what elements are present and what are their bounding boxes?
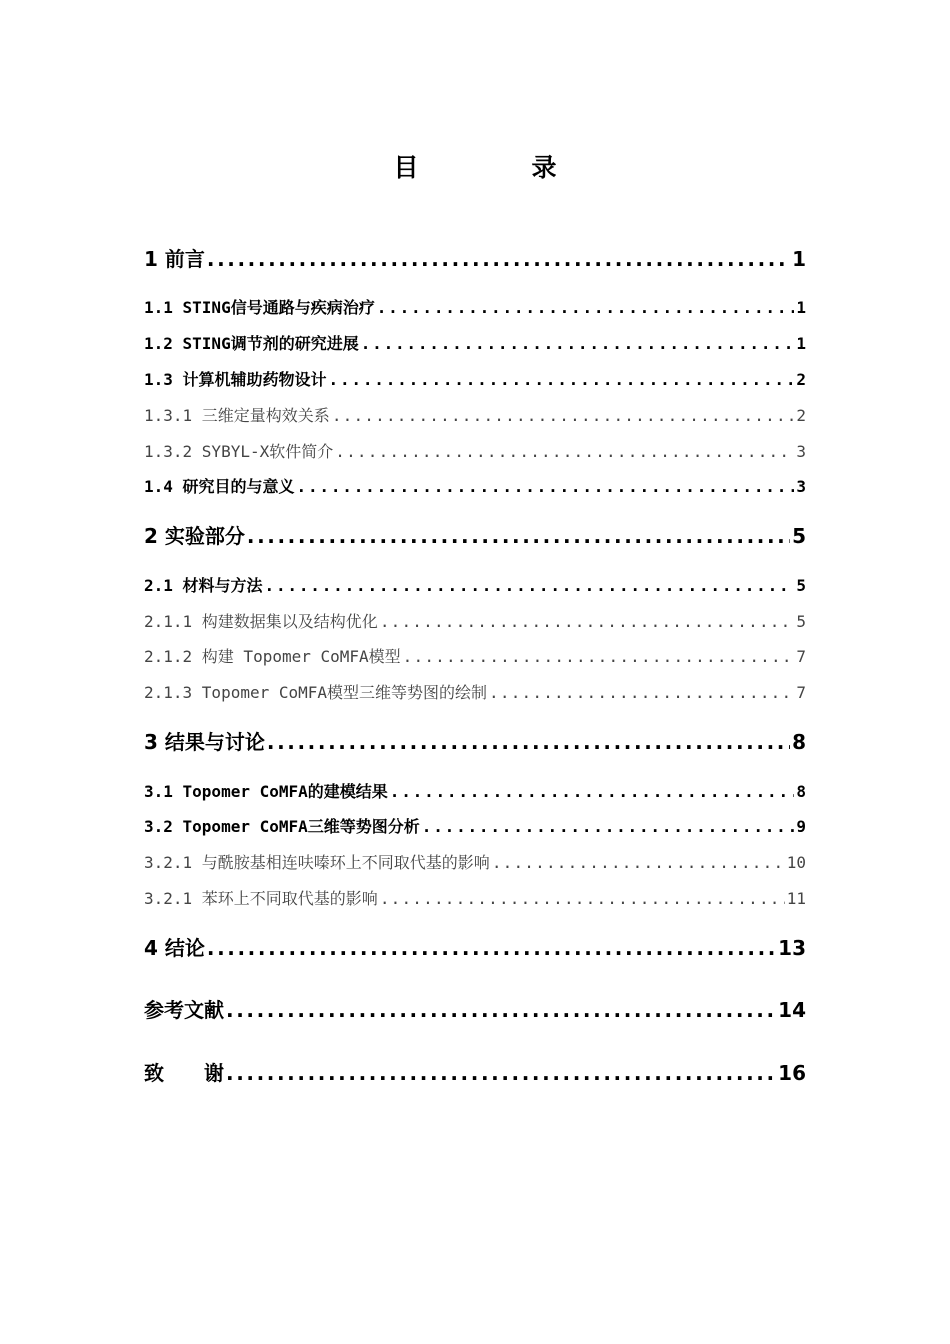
- toc-entry-page: 7: [796, 647, 806, 666]
- toc-entry-page: 3: [796, 442, 806, 461]
- toc-entry-page: 9: [796, 817, 806, 836]
- toc-entry[interactable]: [144, 726, 806, 755]
- toc-entry-label: 3.2.1 与酰胺基相连呋嗪环上不同取代基的影响: [144, 853, 490, 872]
- dot-leader: [332, 406, 795, 425]
- toc-entry-page: 13: [778, 936, 806, 960]
- dot-leader: [422, 817, 795, 836]
- toc-entry-label: 2.1 材料与方法: [144, 576, 263, 595]
- toc-entry-label: 2 实验部分: [144, 524, 245, 548]
- toc-entry[interactable]: [144, 367, 806, 390]
- toc-entry[interactable]: [144, 850, 806, 873]
- toc-entry[interactable]: [144, 403, 806, 426]
- dot-leader: [247, 524, 790, 548]
- dot-leader: [207, 936, 776, 960]
- toc-entry-label: 1.2 STING调节剂的研究进展: [144, 334, 359, 353]
- dot-leader: [377, 298, 795, 317]
- toc-entry[interactable]: [144, 520, 806, 549]
- toc-entry[interactable]: [144, 439, 806, 462]
- dot-leader: [335, 442, 794, 461]
- toc-entry-page: 11: [786, 889, 806, 908]
- toc-entry-label: 1.3.2 SYBYL-X软件简介: [144, 442, 334, 461]
- dot-leader: [226, 1061, 776, 1085]
- toc-entry[interactable]: [144, 779, 806, 802]
- toc-entry[interactable]: [144, 680, 806, 703]
- toc-entry-label: 3.2 Topomer CoMFA三维等势图分析: [144, 817, 420, 836]
- toc-entry-label: 2.1.1 构建数据集以及结构优化: [144, 612, 378, 631]
- toc-entry-page: 1: [796, 298, 806, 317]
- dot-leader: [297, 477, 795, 496]
- toc-entry-page: 2: [796, 406, 806, 425]
- toc-entry-label: 1 前言: [144, 247, 205, 271]
- toc-entry-page: 14: [778, 998, 806, 1022]
- toc-entry-label: 2.1.2 构建 Topomer CoMFA模型: [144, 647, 401, 666]
- toc-entry-page: 5: [796, 576, 806, 595]
- toc-entry[interactable]: [144, 932, 806, 961]
- toc-entry[interactable]: [144, 994, 806, 1023]
- toc-entry-label: 3.1 Topomer CoMFA的建模结果: [144, 782, 388, 801]
- toc-entry-page: 5: [792, 524, 806, 548]
- dot-leader: [403, 647, 795, 666]
- toc-entry-label: 参考文献: [144, 998, 224, 1022]
- toc-entry-label: 2.1.3 Topomer CoMFA模型三维等势图的绘制: [144, 683, 488, 702]
- dot-leader: [390, 782, 795, 801]
- toc-entry[interactable]: [144, 814, 806, 837]
- dot-leader: [267, 730, 790, 754]
- toc-entry-page: 7: [796, 683, 806, 702]
- toc-entry-label: 1.4 研究目的与意义: [144, 477, 295, 496]
- toc-entry-label: 致 谢: [144, 1061, 224, 1085]
- dot-leader: [489, 683, 794, 702]
- toc-entry[interactable]: [144, 331, 806, 354]
- dot-leader: [207, 247, 790, 271]
- toc-entry-label: 1.1 STING信号通路与疾病治疗: [144, 298, 375, 317]
- dot-leader: [361, 334, 795, 353]
- toc-entry-page: 16: [778, 1061, 806, 1085]
- toc-entry[interactable]: [144, 886, 806, 909]
- toc-entry[interactable]: [144, 644, 806, 667]
- dot-leader: [329, 370, 795, 389]
- toc-entry-label: 4 结论: [144, 936, 205, 960]
- toc-entry-label: 3.2.1 苯环上不同取代基的影响: [144, 889, 378, 908]
- toc-entry-page: 2: [796, 370, 806, 389]
- toc-title: 目 录: [393, 153, 601, 182]
- toc-entry-page: 5: [796, 612, 806, 631]
- toc-entry-page: 3: [796, 477, 806, 496]
- toc-entry[interactable]: [144, 573, 806, 596]
- dot-leader: [380, 889, 785, 908]
- toc-entry[interactable]: [144, 1057, 806, 1086]
- dot-leader: [265, 576, 795, 595]
- dot-leader: [226, 998, 776, 1022]
- toc-entry-page: 1: [792, 247, 806, 271]
- toc-entry-page: 1: [796, 334, 806, 353]
- toc-entry-label: 1.3.1 三维定量构效关系: [144, 406, 330, 425]
- toc-entry[interactable]: [144, 609, 806, 632]
- toc-entry[interactable]: [144, 243, 806, 272]
- toc-entry[interactable]: [144, 474, 806, 497]
- toc-entry-page: 8: [792, 730, 806, 754]
- toc-entry[interactable]: [144, 295, 806, 318]
- dot-leader: [380, 612, 795, 631]
- toc-entry-label: 1.3 计算机辅助药物设计: [144, 370, 327, 389]
- dot-leader: [492, 853, 785, 872]
- toc-entry-page: 10: [786, 853, 806, 872]
- toc-entry-page: 8: [796, 782, 806, 801]
- toc-entry-label: 3 结果与讨论: [144, 730, 265, 754]
